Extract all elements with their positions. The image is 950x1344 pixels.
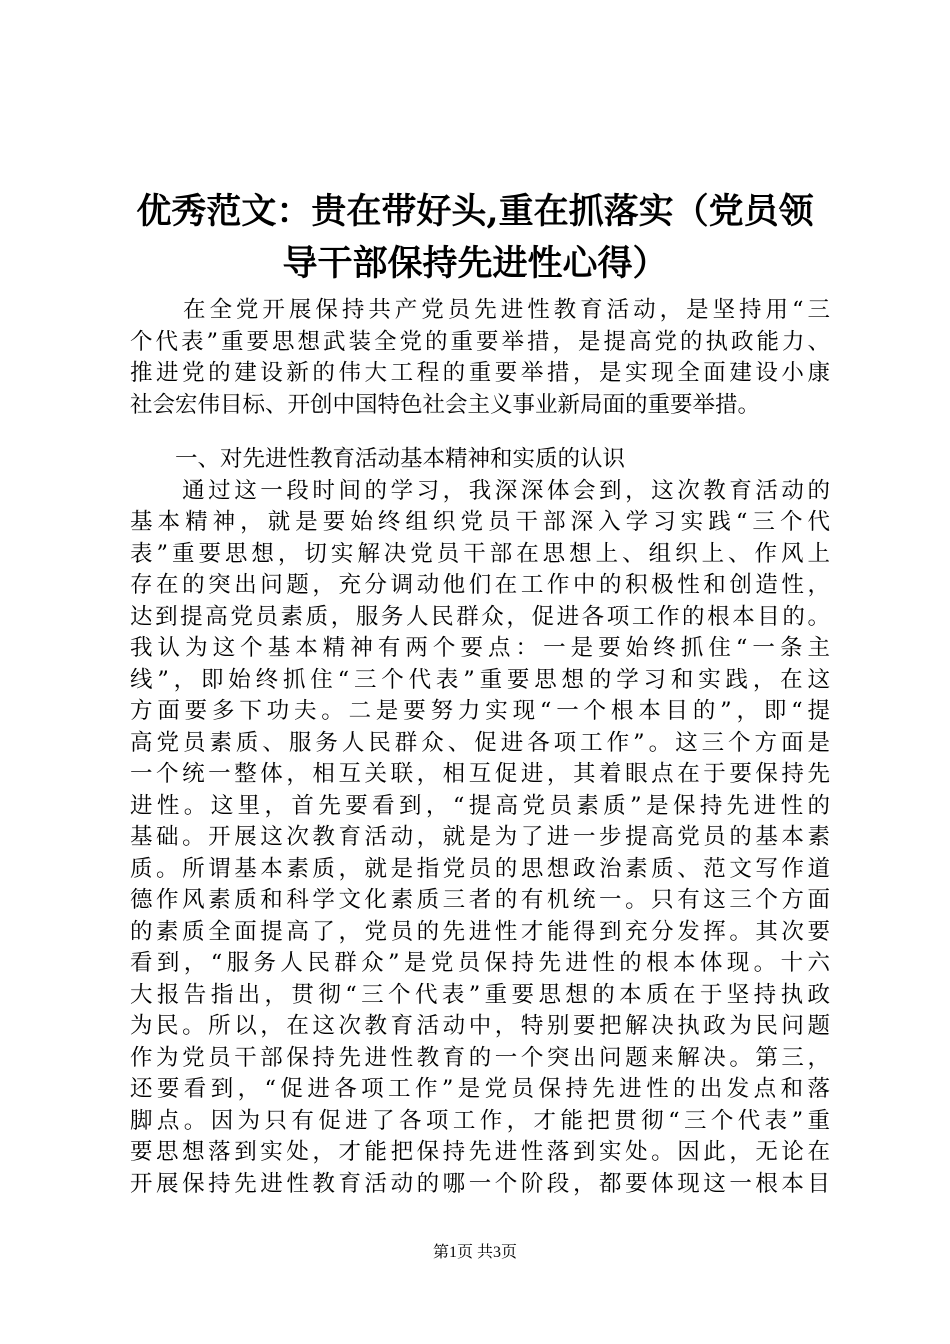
body-line: 的素质全面提高了，党员的先进性才能得到充分发挥。其次要	[130, 918, 830, 945]
intro-line: 社会宏伟目标、开创中国特色社会主义事业新局面的重要举措。	[130, 391, 761, 418]
body-line: 看到，“服务人民群众”是党员保持先进性的根本体现。十六	[130, 950, 830, 976]
body-line: 存在的突出问题，充分调动他们在工作中的积极性和创造性，	[130, 572, 830, 598]
body-line: 达到提高党员素质，服务人民群众，促进各项工作的根本目的。	[130, 603, 830, 630]
body-line: 开展保持先进性教育活动的哪一个阶段，都要体现这一根本目	[130, 1170, 830, 1197]
document-title	[110, 186, 840, 290]
body-line: 基础。开展这次教育活动，就是为了进一步提高党员的基本素	[130, 824, 830, 850]
page-footer: 第1页 共3页	[432, 1244, 517, 1261]
body-line: 进性。这里，首先要看到，“提高党员素质”是保持先进性的	[130, 792, 830, 819]
section-heading: 一、对先进性教育活动基本精神和实质的认识	[130, 446, 626, 472]
section-paragraph	[130, 476, 830, 1201]
body-line: 方面要多下功夫。二是要努力实现“一个根本目的”，即“提	[130, 698, 830, 724]
paragraph-gap	[130, 421, 830, 444]
intro-line: 在全党开展保持共产党员先进性教育活动，是坚持用“三	[130, 297, 830, 323]
body-line: 作为党员干部保持先进性教育的一个突出问题来解决。第三，	[130, 1044, 830, 1071]
body-line: 通过这一段时间的学习，我深深体会到，这次教育活动的	[130, 477, 830, 504]
document-body	[130, 295, 830, 1200]
intro-paragraph	[130, 295, 830, 421]
title-line-2: 导干部保持先进性心得）	[282, 243, 668, 284]
body-line: 我认为这个基本精神有两个要点：一是要始终抓住“一条主	[130, 635, 830, 661]
body-line: 要思想落到实处，才能把保持先进性落到实处。因此，无论在	[130, 1139, 830, 1165]
body-line: 质。所谓基本素质，就是指党员的思想政治素质、范文写作道	[130, 855, 830, 882]
intro-line: 推进党的建设新的伟大工程的重要举措，是实现全面建设小康	[130, 360, 830, 386]
body-line: 还要看到，“促进各项工作”是党员保持先进性的出发点和落	[130, 1076, 830, 1102]
title-line-1: 优秀范文：贵在带好头,重在抓落实（党员领	[136, 191, 814, 232]
body-line: 脚点。因为只有促进了各项工作，才能把贯彻“三个代表”重	[130, 1107, 830, 1134]
body-line: 线”，即始终抓住“三个代表”重要思想的学习和实践，在这	[130, 666, 830, 693]
body-line: 基本精神，就是要始终组织党员干部深入学习实践“三个代	[130, 509, 830, 535]
intro-line: 个代表”重要思想武装全党的重要举措，是提高党的执政能力、	[130, 328, 830, 355]
body-line: 德作风素质和科学文化素质三者的有机统一。只有这三个方面	[130, 887, 830, 913]
body-line: 表”重要思想，切实解决党员干部在思想上、组织上、作风上	[130, 540, 830, 567]
body-line: 一个统一整体，相互关联，相互促进，其着眼点在于要保持先	[130, 761, 830, 787]
body-line: 高党员素质、服务人民群众、促进各项工作”。这三个方面是	[130, 729, 830, 756]
body-line: 为民。所以，在这次教育活动中，特别要把解决执政为民问题	[130, 1013, 830, 1039]
body-line: 大报告指出，贯彻“三个代表”重要思想的本质在于坚持执政	[130, 981, 830, 1008]
